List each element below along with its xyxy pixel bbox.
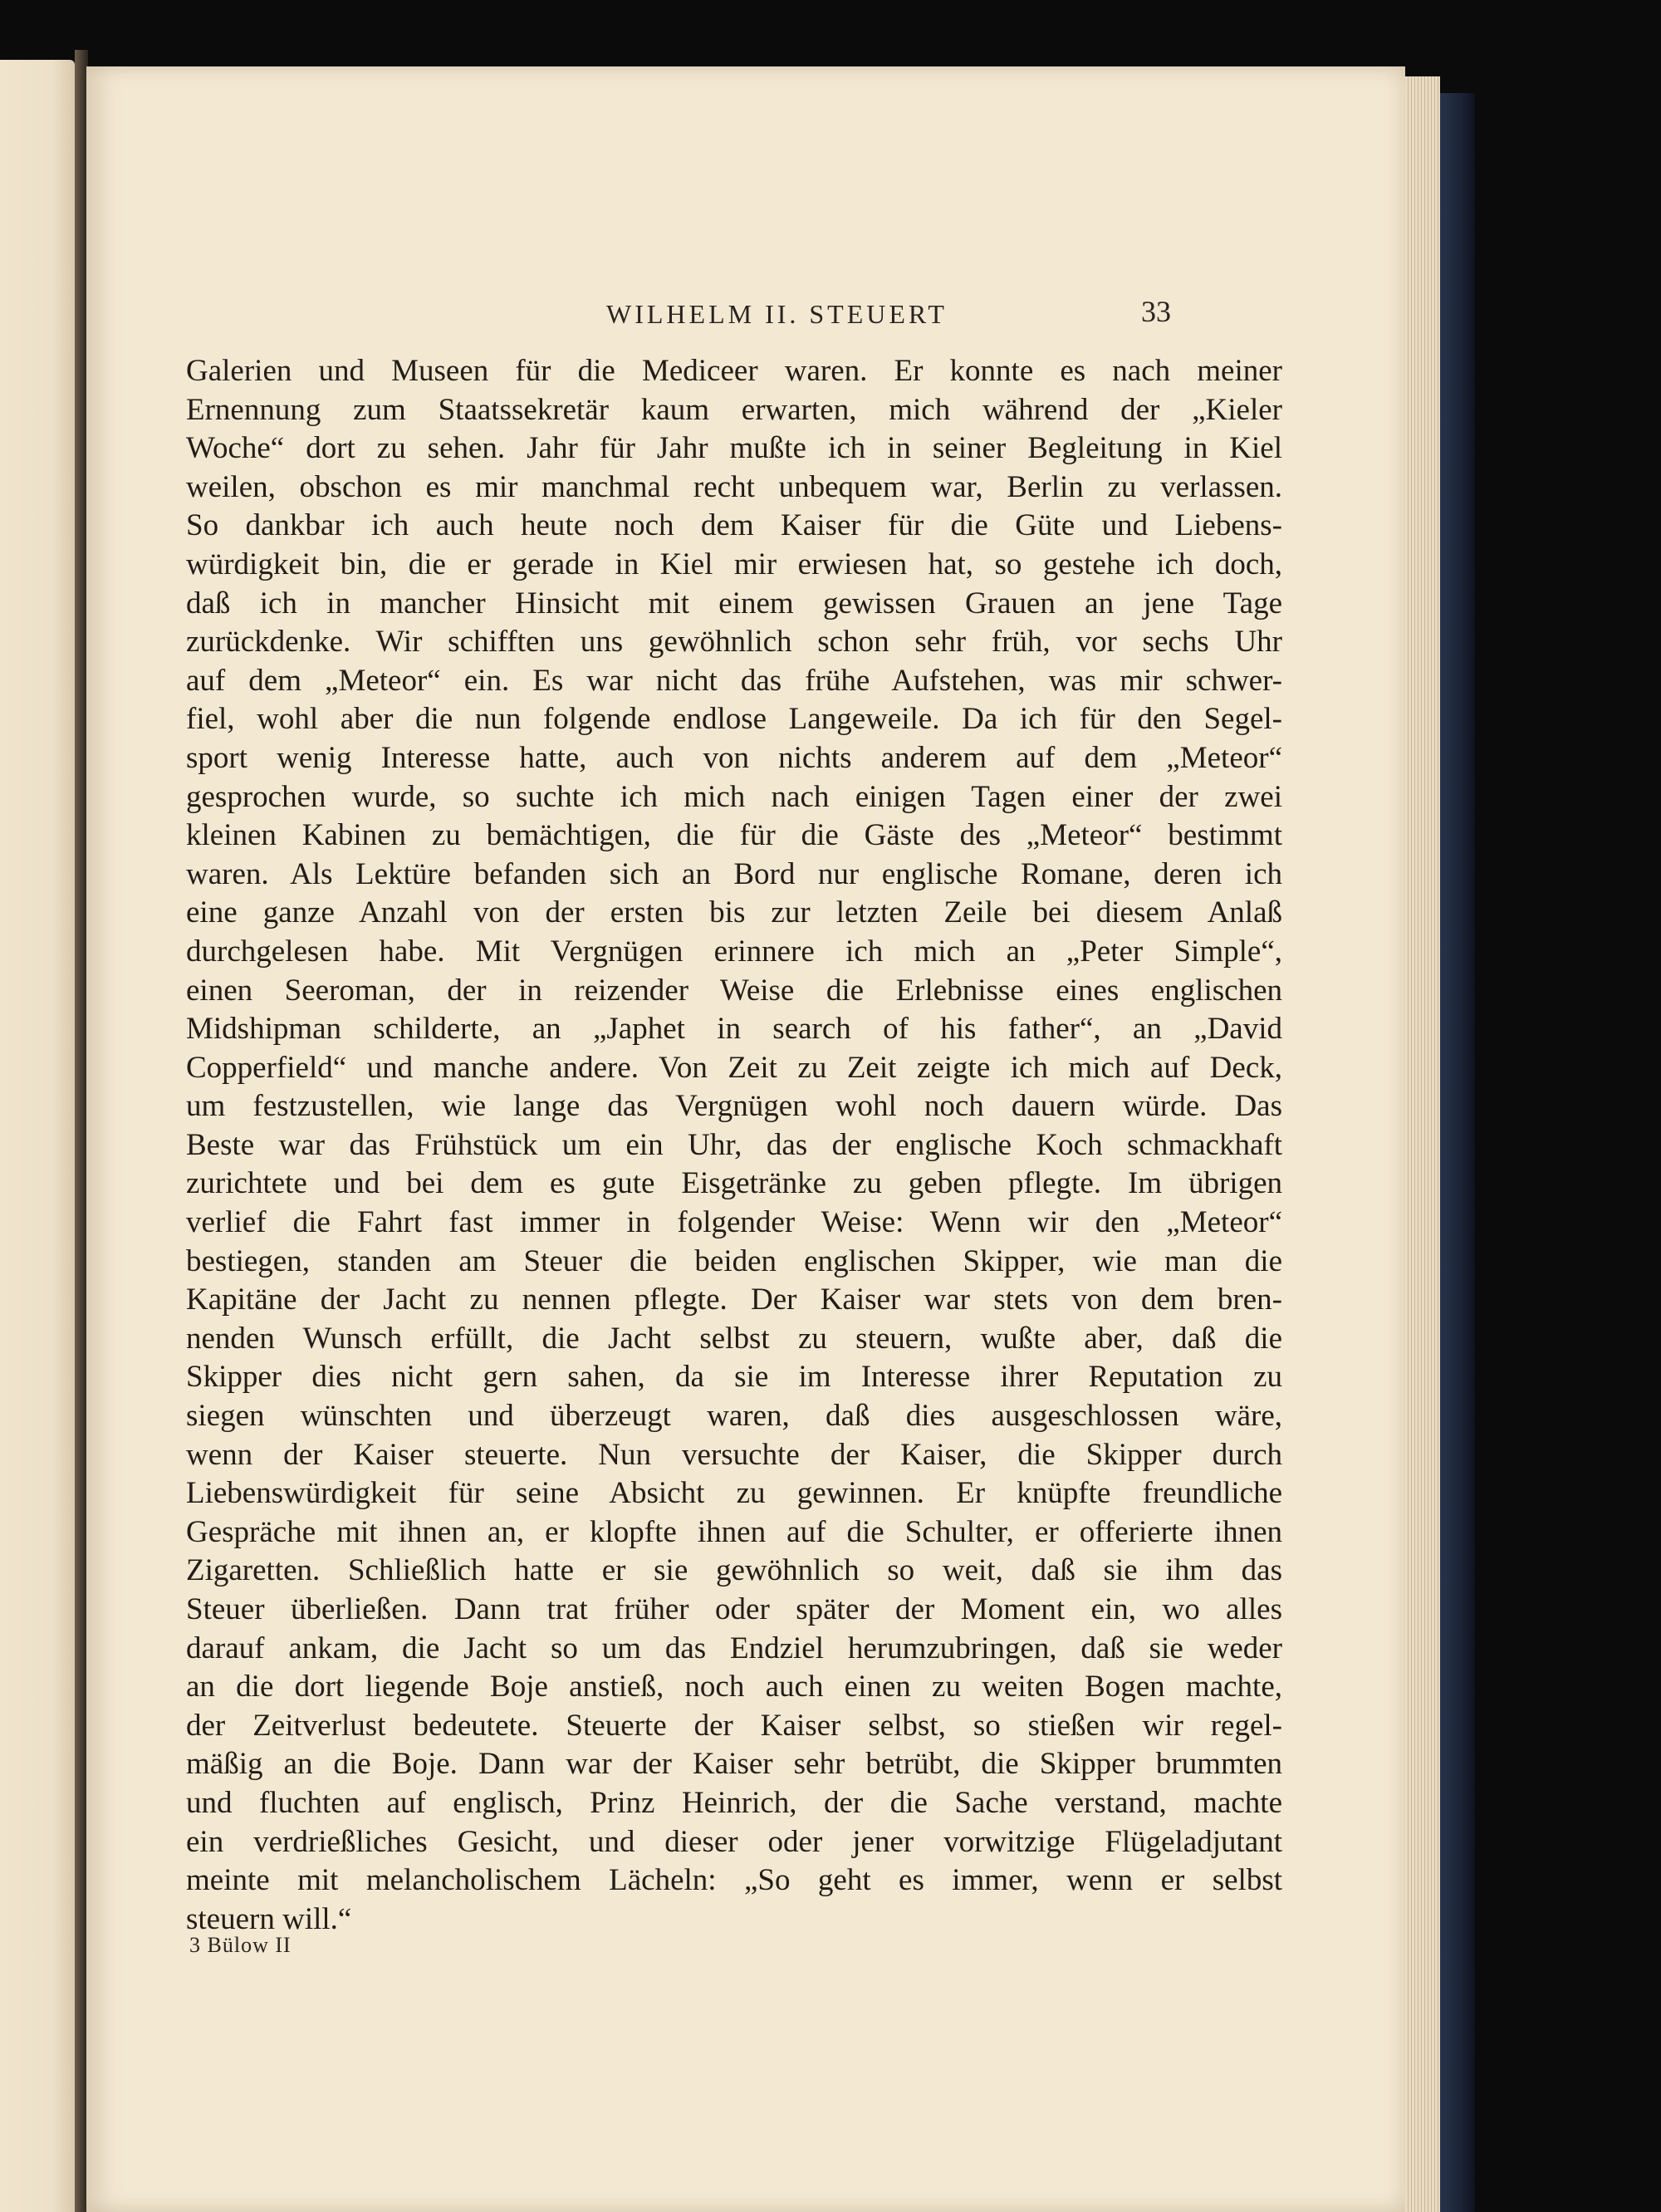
text-line: Liebenswürdigkeit für seine Absicht zu gewinnen. Er knüpfte freundliche (186, 1476, 1282, 1511)
body-text (186, 352, 1282, 1939)
text-line: steuern will.“ (186, 1901, 352, 1936)
text-line: siegen wünschten und überzeugt waren, daß dies ausgeschlossen wäre, (186, 1399, 1282, 1434)
text-line: einen Seeroman, der in reizender Weise die Erlebnisse eines englischen (186, 973, 1282, 1008)
previous-page-edge (0, 60, 75, 2212)
text-line: um festzustellen, wie lange das Vergnügen wohl noch dauern würde. Das (186, 1089, 1282, 1124)
text-line: an die dort liegende Boje anstieß, noch auch einen zu weiten Bogen machte, (186, 1670, 1282, 1704)
text-line: nenden Wunsch erfüllt, die Jacht selbst zu steuern, wußte aber, daß die (186, 1321, 1282, 1356)
page-header (86, 295, 1405, 336)
text-line: kleinen Kabinen zu bemächtigen, die für die Gäste des „Meteor“ bestimmt (186, 818, 1282, 853)
text-line: darauf ankam, die Jacht so um das Endziel herumzubringen, daß sie weder (186, 1631, 1282, 1665)
text-line: Skipper dies nicht gern sahen, da sie im Interesse ihrer Reputation zu (186, 1360, 1282, 1395)
text-line: Midshipman schilderte, an „Japhet in search of his father“, an „David (186, 1012, 1282, 1047)
text-line: meinte mit melancholischem Lächeln: „So geht es immer, wenn er selbst (186, 1863, 1282, 1898)
text-line: und fluchten auf englisch, Prinz Heinrich, der die Sache verstand, machte (186, 1785, 1282, 1820)
text-line: Gespräche mit ihnen an, er klopfte ihnen auf die Schulter, er offerierte ihnen (186, 1514, 1282, 1549)
page-block-edges (1405, 76, 1440, 2212)
text-line: mäßig an die Boje. Dann war der Kaiser sehr betrübt, die Skipper brummten (186, 1747, 1282, 1782)
text-line: würdigkeit bin, die er gerade in Kiel mir erwiesen hat, so gestehe ich doch, (186, 547, 1282, 581)
text-line: bestiegen, standen am Steuer die beiden englischen Skipper, wie man die (186, 1243, 1282, 1278)
text-line: gesprochen wurde, so suchte ich mich nach einigen Tagen einer der zwei (186, 779, 1282, 814)
text-line: Copperfield“ und manche andere. Von Zeit zu Zeit zeigte ich mich auf Deck, (186, 1050, 1282, 1085)
text-line: Zigaretten. Schließlich hatte er sie gewöhnlich so weit, daß sie ihm das (186, 1553, 1282, 1588)
text-line: waren. Als Lektüre befanden sich an Bord nur englische Romane, deren ich (186, 856, 1282, 891)
text-line: verlief die Fahrt fast immer in folgender Weise: Wenn wir den „Meteor“ (186, 1205, 1282, 1240)
text-line: Ernennung zum Staatssekretär kaum erwarten, mich während der „Kieler (186, 392, 1282, 427)
running-head: WILHELM II. STEUERT (606, 299, 948, 329)
text-line: Galerien und Museen für die Mediceer waren. Er konnte es nach meiner (186, 354, 1282, 388)
text-line: auf dem „Meteor“ ein. Es war nicht das frühe Aufstehen, was mir schwer- (186, 663, 1282, 698)
text-line: Beste war das Frühstück um ein Uhr, das der englische Koch schmackhaft (186, 1127, 1282, 1162)
text-line: sport wenig Interesse hatte, auch von nichts anderem auf dem „Meteor“ (186, 740, 1282, 775)
text-line: zurückdenke. Wir schifften uns gewöhnlich schon sehr früh, vor sechs Uhr (186, 625, 1282, 660)
printer-signature: 3 Bülow II (189, 1933, 292, 1957)
text-line: daß ich in mancher Hinsicht mit einem gewissen Grauen an jene Tage (186, 586, 1282, 620)
text-line: So dankbar ich auch heute noch dem Kaiser für die Güte und Liebens- (186, 508, 1282, 543)
text-line: ein verdrießliches Gesicht, und dieser oder jener vorwitzige Flügeladjutant (186, 1824, 1282, 1859)
text-line: weilen, obschon es mir manchmal recht unbequem war, Berlin zu verlassen. (186, 469, 1282, 504)
text-line: der Zeitverlust bedeutete. Steuerte der Kaiser selbst, so stießen wir regel- (186, 1708, 1282, 1743)
text-line: Steuer überließen. Dann trat früher oder später der Moment ein, wo alles (186, 1592, 1282, 1626)
page-number: 33 (1141, 295, 1171, 328)
text-line: Woche“ dort zu sehen. Jahr für Jahr mußte ich in seiner Begleitung in Kiel (186, 431, 1282, 466)
text-line: Kapitäne der Jacht zu nennen pflegte. Der Kaiser war stets von dem bren- (186, 1283, 1282, 1317)
book-page (86, 66, 1405, 2212)
text-line: durchgelesen habe. Mit Vergnügen erinnere ich mich an „Peter Simple“, (186, 934, 1282, 969)
text-line: eine ganze Anzahl von der ersten bis zur letzten Zeile bei diesem Anlaß (186, 895, 1282, 930)
book-cover-edge (1440, 93, 1475, 2212)
text-line: fiel, wohl aber die nun folgende endlose Langeweile. Da ich für den Segel- (186, 702, 1282, 737)
text-line: wenn der Kaiser steuerte. Nun versuchte der Kaiser, die Skipper durch (186, 1437, 1282, 1472)
text-line: zurichtete und bei dem es gute Eisgetränke zu geben pflegte. Im übrigen (186, 1166, 1282, 1201)
